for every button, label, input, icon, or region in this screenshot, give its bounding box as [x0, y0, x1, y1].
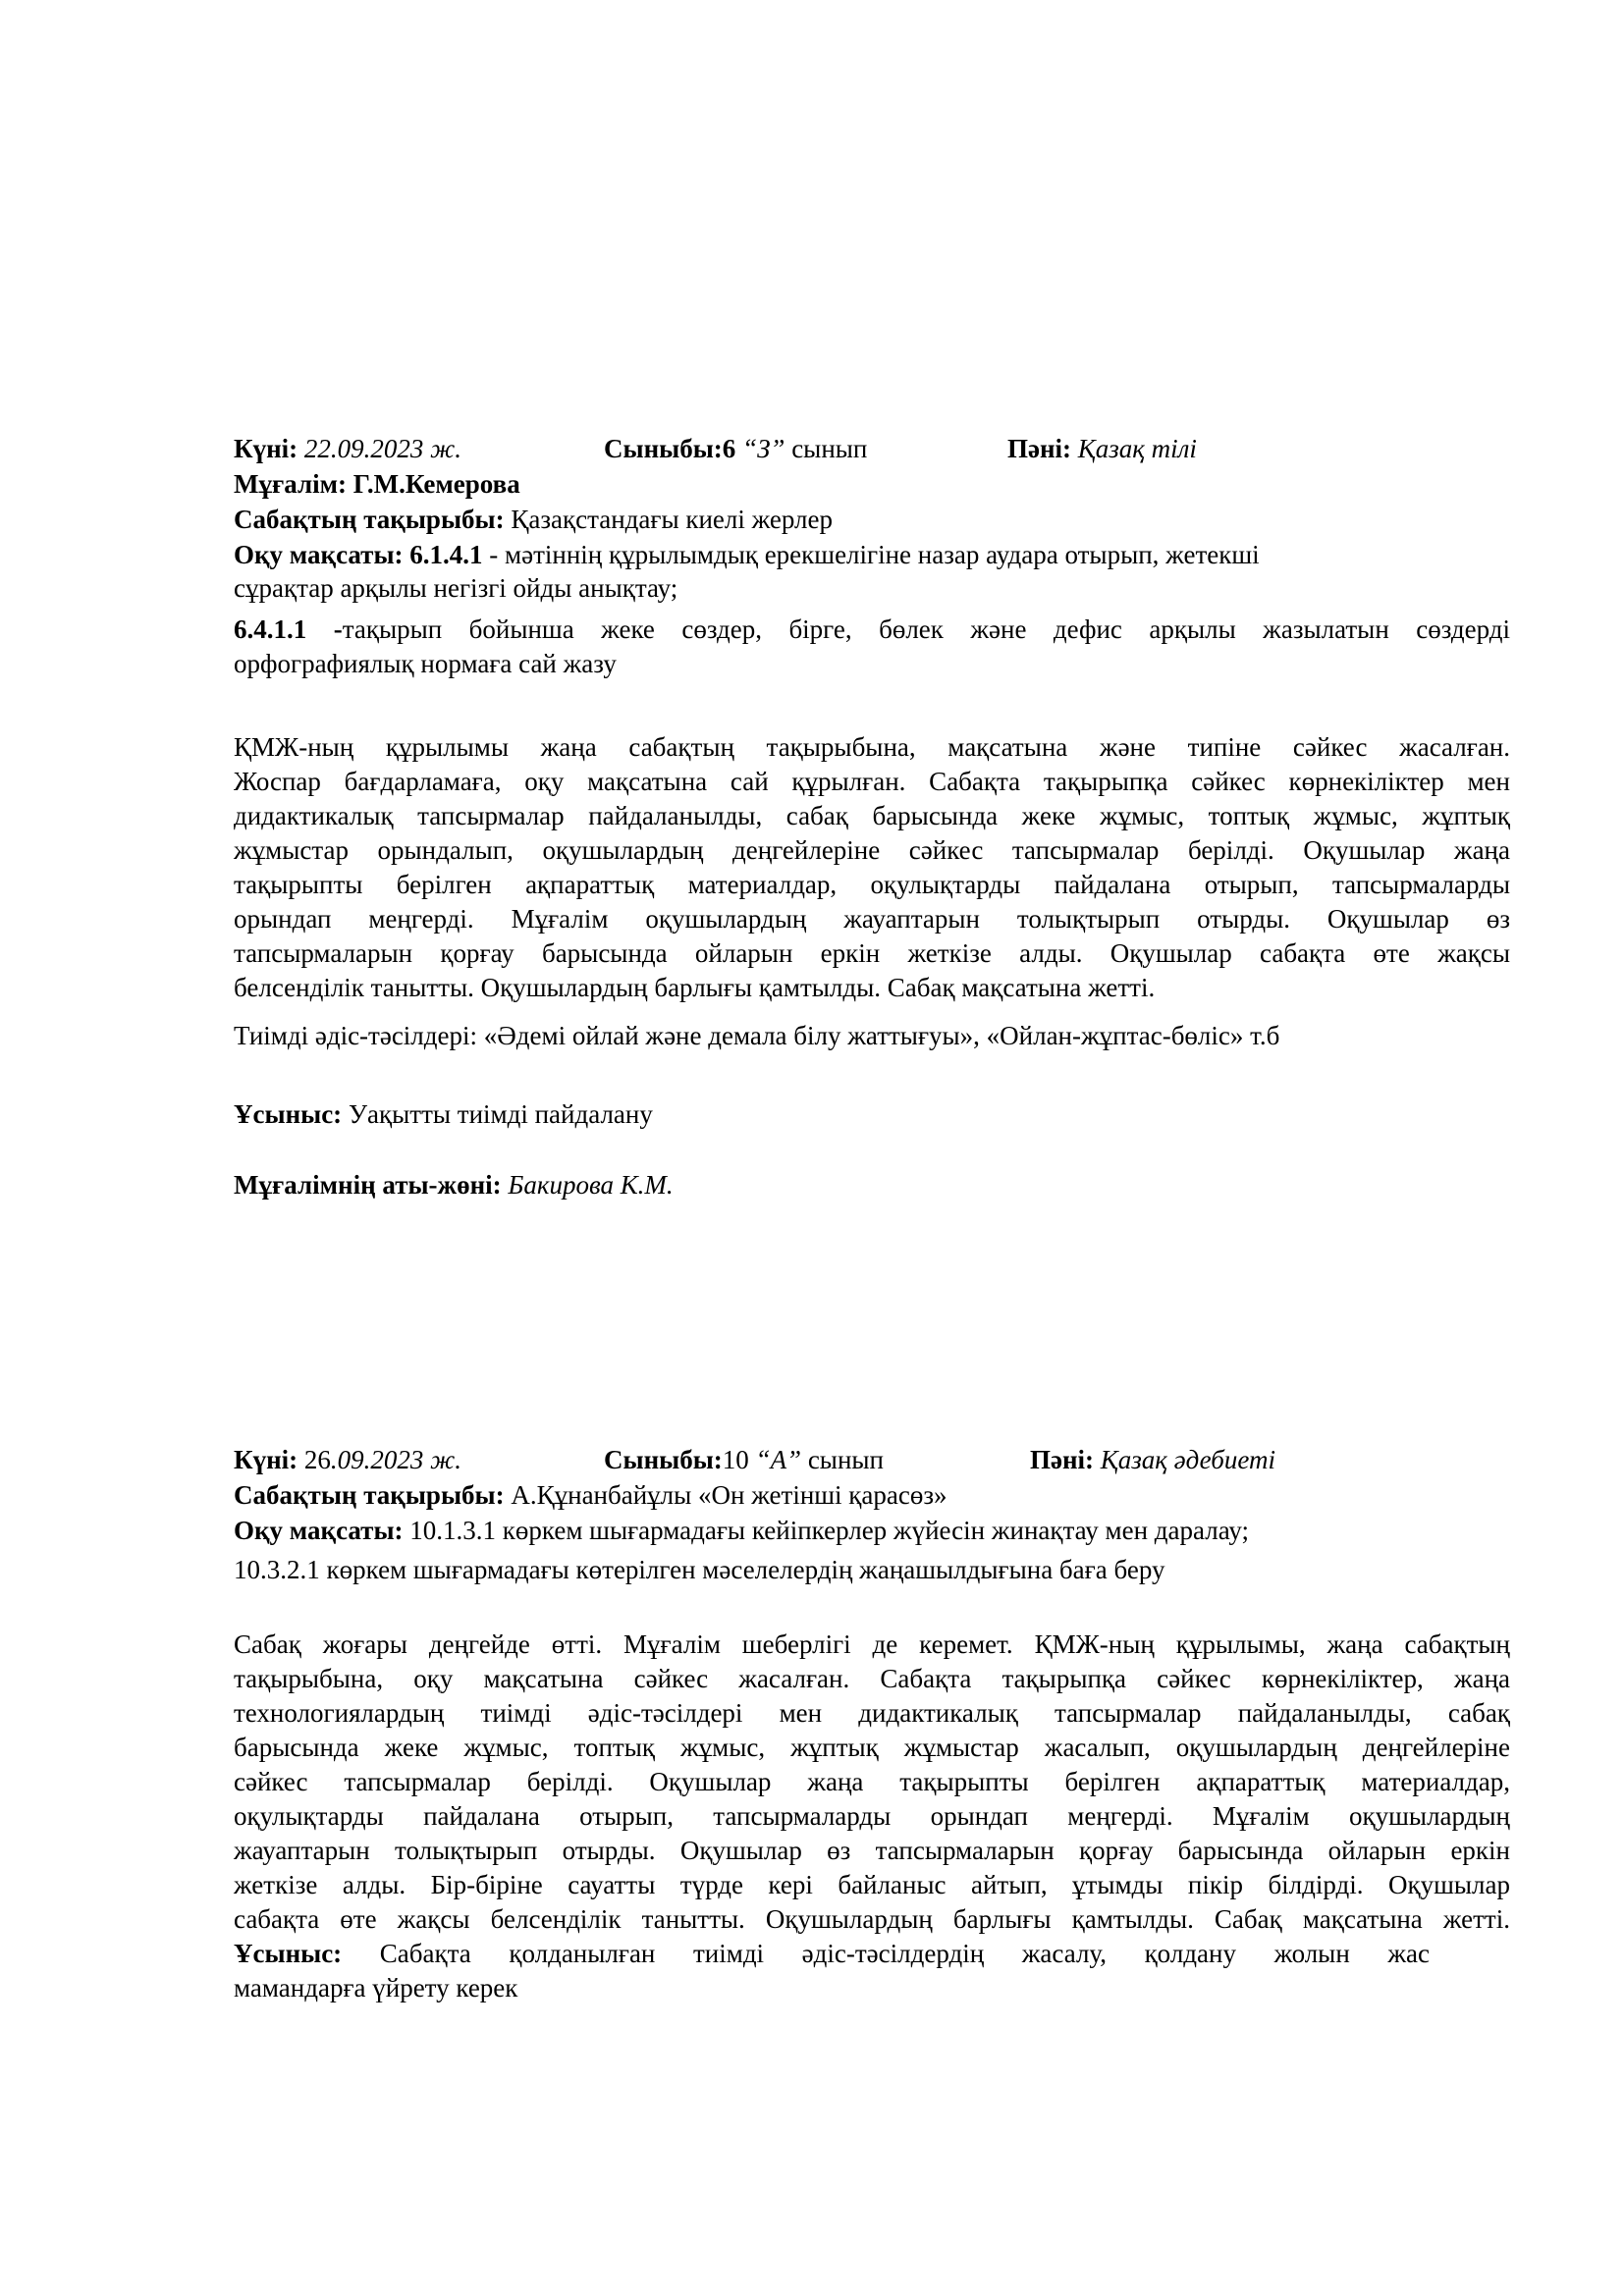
- review-paragraph-1: [234, 730, 1510, 1005]
- observer-line: [234, 1168, 674, 1201]
- goal-label: Оқу мақсаты:: [234, 1516, 404, 1545]
- suggestion-row: [234, 1937, 1430, 1971]
- review-line: Жоспар бағдарламаға, оқу мақсатына сай құрылған. Сабақта тақырыпқа сәйкес көрнекіліктер мен: [234, 767, 1510, 796]
- date-value: 22.09.2023 ж.: [303, 434, 462, 463]
- class-letter: “А”: [755, 1445, 802, 1474]
- topic-label: Сабақтың тақырыбы:: [234, 505, 505, 534]
- suggestion-line: [234, 1097, 653, 1131]
- review-line: жеткізе алды. Бір-біріне сауатты түрде кері байланыс айтып, ұтымды пікір білдірді. Оқушылар: [234, 1870, 1510, 1899]
- review-line: барысында жеке жұмыс, топтық жұмыс, жұптық жұмыстар жасалып, оқушылардың деңгейлеріне: [234, 1733, 1510, 1762]
- suggestion-value: Уақытты тиімді пайдалану: [348, 1099, 653, 1129]
- goal-line-2: [234, 1514, 1249, 1547]
- class-number: 6: [722, 434, 736, 463]
- methods-line: Тиімді әдіс-тәсілдері: «Әдемі ойлай және демала білу жаттығуы», «Ойлан-жұптас-бөліс» т.б: [234, 1021, 1280, 1050]
- goal1-text: - мәтіннің құрылымдық ерекшелігіне назар аудара отырып, жетекші: [489, 540, 1260, 569]
- class-letter: “З”: [742, 434, 785, 463]
- topic-line-2: [234, 1478, 947, 1512]
- review-line: жұмыстар орындалып, оқушылардың деңгейлеріне сәйкес тапсырмалар берілді. Оқушылар жаңа: [234, 835, 1510, 865]
- review-line: дидактикалық тапсырмалар пайдаланылды, сабақ барысында жеке жұмыс, топтық жұмыс, жұптық: [234, 801, 1510, 830]
- subject-field-2: [1030, 1443, 1275, 1476]
- subject-field: [1007, 432, 1197, 465]
- goal2-paragraph: [234, 613, 1510, 681]
- review-line: тақырыбына, оқу мақсатына сәйкес жасалған. Сабақта тақырыпқа сәйкес көрнекіліктер, жаңа: [234, 1664, 1510, 1693]
- review-line: технологиялардың тиімді әдіс-тәсілдері мен дидактикалық тапсырмалар пайдаланылды, сабақ: [234, 1698, 1510, 1728]
- class-word: сынып: [791, 434, 868, 463]
- goal2-line-2: 10.3.2.1 көркем шығармадағы көтерілген мәселелердің жаңашылдығына баға беру: [234, 1555, 1165, 1584]
- goal-line: [234, 538, 1260, 571]
- class-label: Сыныбы:: [604, 434, 723, 463]
- goal2-text: тақырып бойынша жеке сөздер, бірге, бөлек және дефис арқылы жазылатын сөздерді: [342, 614, 1511, 644]
- review-line: тақырыпты берілген ақпараттық материалдар, оқулықтарды пайдалана отырып, тапсырмаларды: [234, 870, 1510, 899]
- suggestion-label: Ұсыныс:: [234, 1099, 343, 1129]
- class-label: Сыныбы:: [604, 1445, 723, 1474]
- goal1-text: 10.1.3.1 көркем шығармадағы кейіпкерлер жүйесін жинақтау мен даралау;: [409, 1516, 1249, 1545]
- suggestion-label: Ұсыныс:: [234, 1939, 343, 1968]
- class-field-2: [604, 1443, 884, 1476]
- review-line: жауаптарын толықтырып отырды. Оқушылар өз тапсырмаларын қорғау барысында ойларын еркін: [234, 1836, 1510, 1865]
- teacher-line: [234, 467, 520, 501]
- topic-value: Қазақстандағы киелі жерлер: [511, 505, 834, 534]
- review-line: оқулықтарды пайдалана отырып, тапсырмаларды орындап меңгерді. Мұғалім оқушылардың: [234, 1801, 1510, 1831]
- goal-label: Оқу мақсаты:: [234, 540, 404, 569]
- date-label: Күні:: [234, 1445, 298, 1474]
- suggestion-row: мамандарға үйрету керек: [234, 1973, 518, 2002]
- review-line: орындап меңгерді. Мұғалім оқушылардың жауаптарын толықтырып отырды. Оқушылар өз: [234, 904, 1510, 934]
- goal2-row: [234, 613, 1510, 647]
- subject-value: Қазақ тілі: [1077, 434, 1197, 463]
- goal1-continuation: сұрақтар арқылы негізгі ойды анықтау;: [234, 573, 678, 603]
- date-field: [234, 432, 461, 465]
- subject-value: Қазақ әдебиеті: [1100, 1445, 1275, 1474]
- observer-label: Мұғалімнің аты-жөні:: [234, 1170, 502, 1200]
- subject-label: Пәні:: [1030, 1445, 1095, 1474]
- suggestion-text: Сабақта қолданылған тиімді әдіс-тәсілдердің жасалу, қолдану жолын жас: [379, 1939, 1431, 1968]
- topic-value: А.Құнанбайұлы «Он жетінші қарасөз»: [511, 1480, 947, 1510]
- review-line: тапсырмаларын қорғау барысында ойларын еркін жеткізе алды. Оқушылар сабақта өте жақсы: [234, 938, 1510, 968]
- class-word: сынып: [807, 1445, 884, 1474]
- observer-value: Бакирова К.М.: [508, 1170, 674, 1200]
- class-field: [604, 432, 867, 465]
- review-paragraph-2: [234, 1628, 1510, 1937]
- suggestion-paragraph-2: [234, 1937, 1430, 2005]
- goal1-code: 6.1.4.1: [409, 540, 483, 569]
- date-prefix: 26: [303, 1445, 331, 1474]
- date-value: .09.2023 ж.: [330, 1445, 462, 1474]
- date-label: Күні:: [234, 434, 298, 463]
- review-line: сабақта өте жақсы белсенділік танытты. Оқушылардың барлығы қамтылды. Сабақ мақсатына жетті.: [234, 1904, 1510, 1934]
- date-field-2: [234, 1443, 461, 1476]
- teacher-label: Мұғалім:: [234, 469, 348, 499]
- review-line: Сабақ жоғары деңгейде өтті. Мұғалім шеберлігі де керемет. ҚМЖ-ның құрылымы, жаңа сабақтың: [234, 1629, 1510, 1659]
- teacher-value: Г.М.Кемерова: [352, 469, 520, 499]
- review-line: ҚМЖ-ның құрылымы жаңа сабақтың тақырыбына, мақсатына және типіне сәйкес жасалған.: [234, 732, 1510, 762]
- subject-label: Пәні:: [1007, 434, 1072, 463]
- goal2-code: 6.4.1.1 -: [234, 614, 343, 644]
- goal2-row: орфографиялық нормаға сай жазу: [234, 649, 617, 678]
- review-line: белсенділік танытты. Оқушылардың барлығы қамтылды. Сабақ мақсатына жетті.: [234, 973, 1156, 1002]
- topic-line: [234, 503, 833, 536]
- review-line: сәйкес тапсырмалар берілді. Оқушылар жаңа тақырыпты берілген ақпараттық материалдар,: [234, 1767, 1510, 1796]
- topic-label: Сабақтың тақырыбы:: [234, 1480, 505, 1510]
- class-number: 10: [722, 1445, 749, 1474]
